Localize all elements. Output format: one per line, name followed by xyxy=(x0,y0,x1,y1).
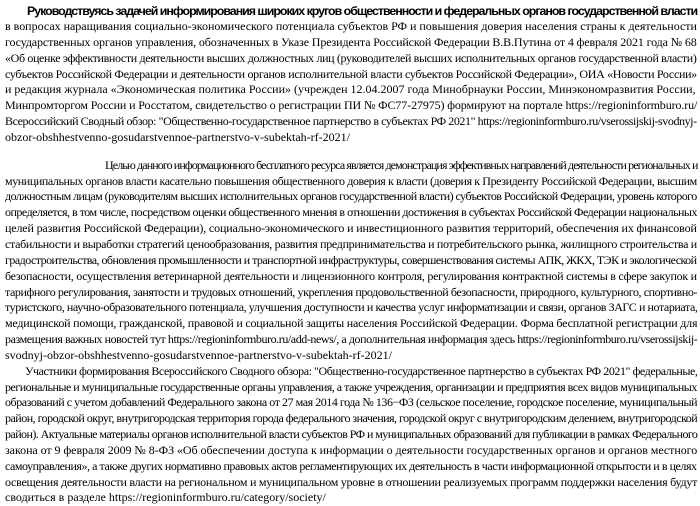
paragraph-1-line: и редакция журнала «Экономическая политика России» (учрежден 12.04.2007 года Минобрнауки России, Минэкономразвития России, xyxy=(5,82,696,97)
paragraph-3-line: образований с учетом добавлений Федерального закона от 27 мая 2014 года № 136−ФЗ (сельское поселение, городское поселение, муниципальный xyxy=(5,395,698,410)
paragraph-2-line: градостроительства, обновления промышленности и транспортной инфраструктуры, совершенствования системы АПК, ЖКХ, ТЭК и экологической xyxy=(5,252,697,267)
paragraph-1-line: государственных органов управления, обозначенных в Указе Президента Российской Федерации В.В.Путина от 4 февраля 2021 года № 68 xyxy=(5,34,697,49)
paragraph-2-line: определяется, в том числе, посредством оценки общественного мнения в отношении достижения в субъектах Российской Федерации национальных xyxy=(5,205,697,220)
paragraph-2-line: муниципальных органов власти касательно повышения общественного доверия к власти (доверия к Президенту Российской Федерации, высшим xyxy=(5,173,697,188)
paragraph-1-line: obzor-obshhestvenno-gosudarstvennoe-partnerstvo-v-subektah-rf-2021/ xyxy=(5,129,350,144)
paragraph-3-line: Участники формирования Всероссийского Сводного обзора: "Общественно-государственное партнерство в субъектах РФ 2021" федеральные, xyxy=(25,363,698,378)
paragraph-2-line: должностным лицам (руководителям высших исполнительных органов государственной власти) субъектов Российской Федерации, уровень которого xyxy=(5,189,697,204)
paragraph-spacer xyxy=(5,146,697,158)
paragraph-3-line: самоуправления», а также других нормативно правовых актов регламентирующих их деятельность в части информационной открытости и в целях xyxy=(5,458,697,473)
paragraph-2-line: безопасности, осуществления ветеринарной деятельности и лицензионного контроля, регулирования контрактной системы в сфере закупок и xyxy=(5,268,697,283)
paragraph-1-line: субъектов Российской Федерации и деятельности органов исполнительной власти субъектов Российской Федерации», ОИА «Новости России» xyxy=(5,66,697,81)
paragraph-2-line: размещения важных новостей тут https://regioninformburo.ru/add-news/, а дополнительная информация здесь https://regioninformburo.ru/vserossijskij- xyxy=(5,332,698,347)
paragraph-3 xyxy=(5,364,697,506)
document-title: Руководствуясь задачей информирования широких кругов общественности и федеральных органов государственной власти xyxy=(27,4,698,18)
document-body xyxy=(5,3,697,506)
paragraph-2 xyxy=(5,158,697,364)
paragraph-2-line: туристского, научно-образовательного потенциала, улучшения доступности и качества услуг информатизации и связи, органов ЗАГС и нотариата, xyxy=(5,300,698,315)
paragraph-2-line: целей развития Российской Федерации), социально-экономического и инвестиционного развития территорий, обеспечения их финансовой xyxy=(5,221,697,236)
paragraph-3-line: региональные и муниципальные государственные органы управления, а также учреждения, организации и предприятия всех видов муниципальных xyxy=(5,379,697,394)
paragraph-1-line: Всероссийский Сводный обзор: "Общественно-государственное партнерство в субъектах РФ 2021" https://regioninformburo.ru/vserossijskij-svodnyj- xyxy=(5,114,697,129)
paragraph-3-line: район, городской округ, внутригородская территория города федерального значения, городской округ с внутригородским делением, внутригородской xyxy=(5,411,698,426)
paragraph-2-line: медицинской помощи, гражданской, правовой и социальной защиты населения Российской Федерации. Форма бесплатной регистрации для xyxy=(5,316,698,331)
paragraph-2-line: тарифного регулирования, занятости и трудовых отношений, укрепления продовольственной безопасности, природного, культурного, спортивно- xyxy=(5,284,698,299)
paragraph-2-line: Целью данного информационного бесплатного ресурса является демонстрация эффективных направлений деятельности региональных и xyxy=(105,157,698,172)
paragraph-2-line: стабильности и выработки стратегий ценообразования, развития предпринимательства и потребительского рынка, жилищного строительства и xyxy=(5,236,697,251)
paragraph-3-line: закона от 9 февраля 2009 № 8-ФЗ «Об обеспечении доступа к информации о деятельности государственных органов и органов местного xyxy=(5,442,698,457)
paragraph-1 xyxy=(5,19,697,146)
paragraph-3-line: освещения деятельности власти на региональном и муниципальном уровне в отношении реализуемых программ поддержки населения будут xyxy=(5,474,698,489)
paragraph-3-line: район). Актуальные материалы органов исполнительной власти субъектов РФ и муниципальных образований для публикации в рамках Федерального xyxy=(5,427,698,442)
paragraph-1-line: в вопросах наращивания социально-экономического потенциала субъектов РФ и повышения доверия населения страны к деятельности xyxy=(5,19,697,33)
paragraph-1-line: «Об оценке эффективности деятельности высших должностных лиц (руководителей высших исполнительных органов государственной власти) xyxy=(5,50,697,65)
paragraph-3-line: сводиться в разделе https://regioninformburo.ru/category/society/ xyxy=(5,490,326,505)
paragraph-2-line: svodnyj-obzor-obshhestvenno-gosudarstvennoe-partnerstvo-v-subektah-rf-2021/ xyxy=(5,347,392,362)
paragraph-1-line: Минпромторгом России и Росстатом, свидетельство о регистрации ПИ № ФС77-27975) формируют на портале https://regioninformburo.ru/ xyxy=(5,98,698,113)
